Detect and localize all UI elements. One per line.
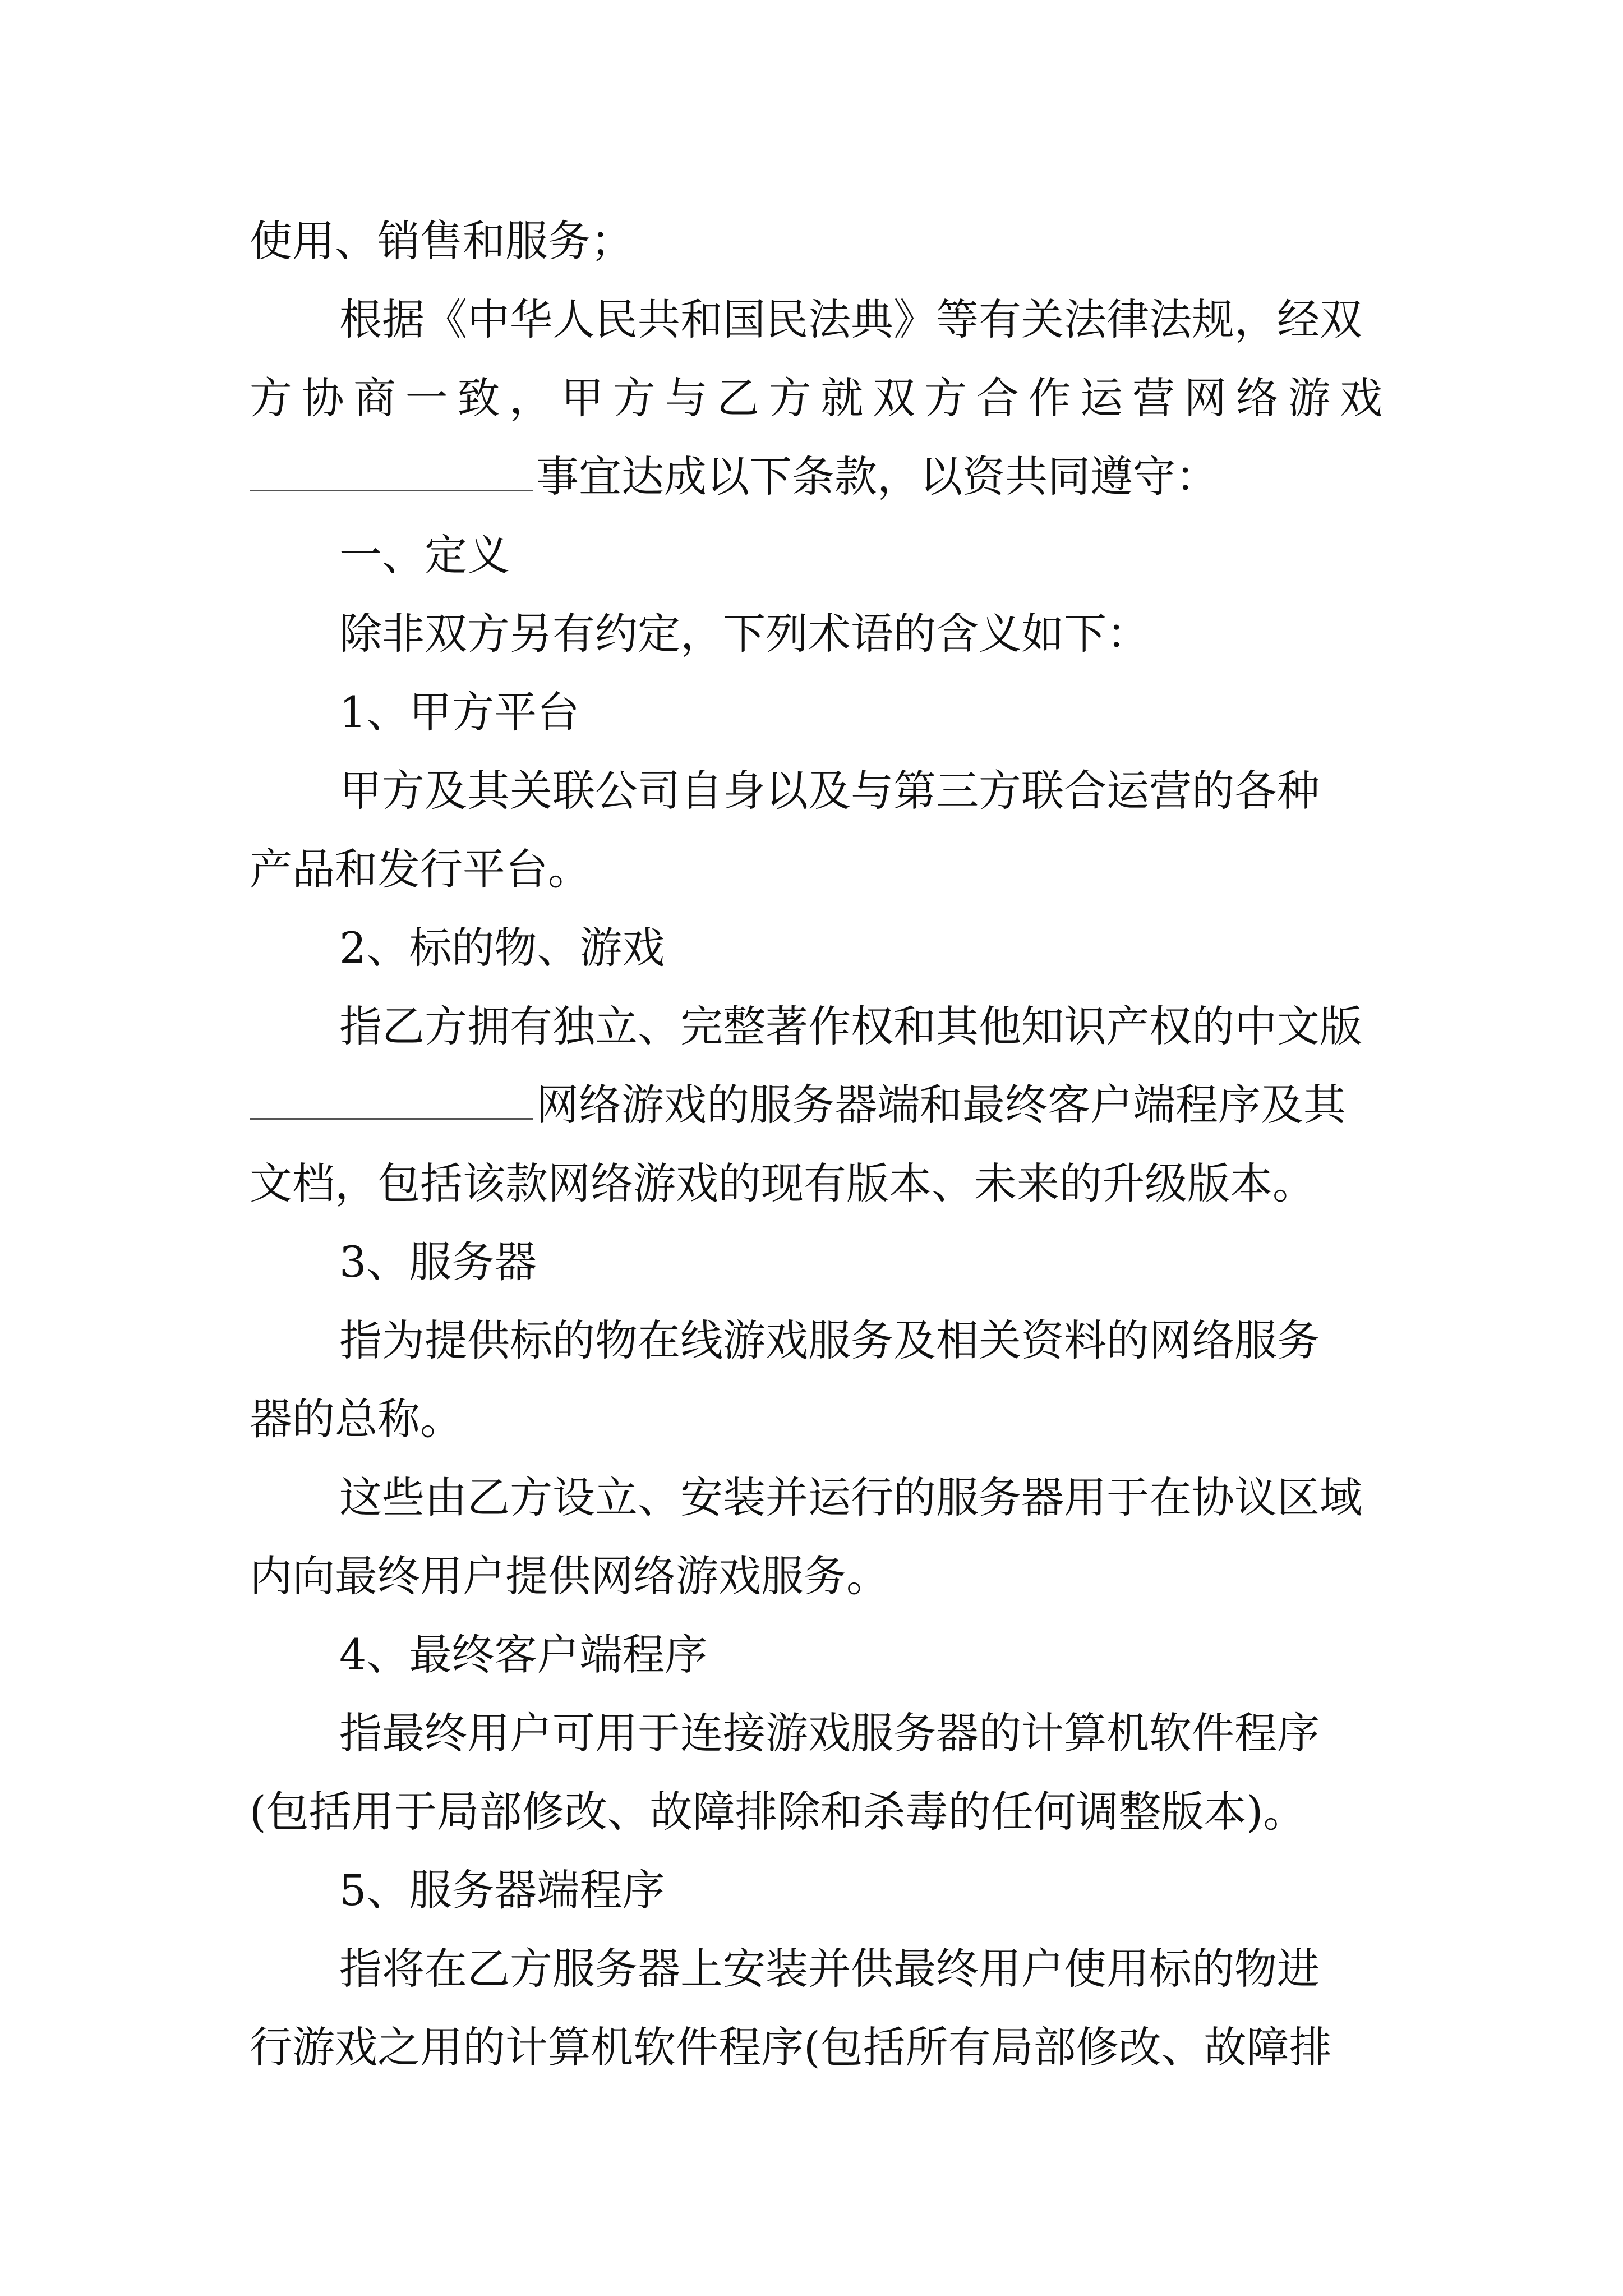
text-line: 指为提供标的物在线游戏服务及相关资料的网络服务 [339, 1315, 1320, 1365]
text-line: 甲方及其关联公司自身以及与第三方联合运营的各种 [339, 766, 1320, 816]
text-line: 行游戏之用的计算机软件程序(包括所有局部修改、故障排 [250, 2022, 1332, 2072]
blank-field [250, 1079, 533, 1120]
text-line: 方协商一致，甲方与乙方就双方合作运营网络游戏 [250, 373, 1382, 423]
text-line: 根据《中华人民共和国民法典》等有关法律法规，经双 [339, 295, 1362, 344]
text-line: 内向最终用户提供网络游戏服务。 [250, 1551, 889, 1601]
text-line: 产品和发行平台。 [250, 844, 591, 894]
term-heading: 1、甲方平台 [339, 687, 580, 737]
text-line: 文档，包括该款网络游戏的现有版本、未来的升级版本。 [250, 1158, 1315, 1208]
text-line: 指将在乙方服务器上安装并供最终用户使用标的物进 [339, 1944, 1320, 1994]
text-line: 使用、销售和服务； [250, 216, 633, 266]
term-heading: 5、服务器端程序 [339, 1865, 665, 1915]
term-heading: 3、服务器 [339, 1237, 537, 1287]
text-line [250, 446, 1382, 508]
term-heading: 2、标的物、游戏 [339, 923, 665, 973]
text-line: 指乙方拥有独立、完整著作权和其他知识产权的中文版 [339, 1001, 1362, 1051]
text-line [250, 1074, 1382, 1136]
section-heading: 一、定义 [339, 530, 510, 580]
term-heading: 4、最终客户端程序 [339, 1630, 708, 1680]
text-line: (包括用于局部修改、故障排除和杀毒的任何调整版本)。 [250, 1787, 1306, 1837]
blank-field [250, 450, 533, 491]
line-text: 网络游戏的服务器端和最终客户端程序及其 [536, 1080, 1346, 1130]
text-line: 这些由乙方设立、安装并运行的服务器用于在协议区域 [339, 1473, 1362, 1522]
text-line: 指最终用户可用于连接游戏服务器的计算机软件程序 [339, 1708, 1320, 1758]
line-text: 事宜达成以下条款，以资共同遵守： [536, 452, 1218, 501]
text-line: 器的总称。 [250, 1394, 463, 1444]
text-line: 除非双方另有约定，下列术语的含义如下： [339, 609, 1149, 659]
